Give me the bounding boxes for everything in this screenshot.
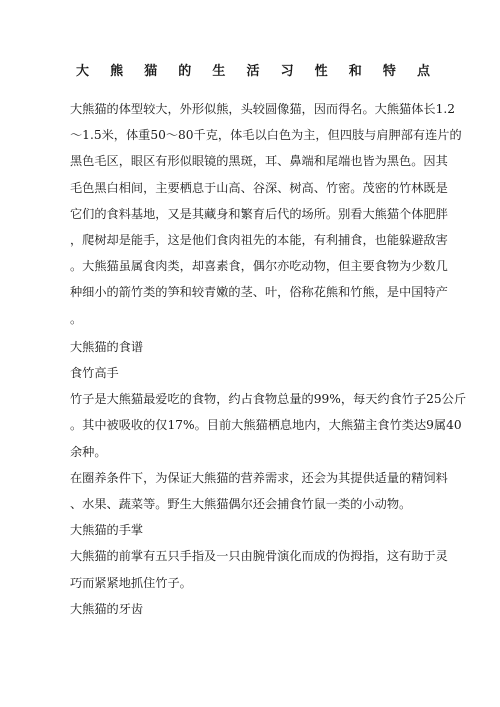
paragraph-bamboo [70, 386, 467, 465]
title-char: 活 [246, 64, 260, 79]
text-line: 毛色黑白相间，主要栖息于山高、谷深、树高、竹密。茂密的竹林既是 [70, 180, 448, 195]
title-char: 习 [280, 64, 294, 79]
text-line: 在圈养条件下，为保证大熊猫的营养需求，还会为其提供适量的精饲料 [70, 470, 448, 485]
text-line: 巧而紧紧地抓住竹子。 [70, 575, 192, 590]
text-line: 它们的食料基地，又是其藏身和繁育后代的场所。别看大熊猫个体肥胖 [70, 206, 448, 221]
text-line: ，爬树却是能手，这是他们食肉祖先的本能，有利捕食，也能躲避敌害 [70, 233, 448, 248]
paragraph-palm [70, 543, 448, 595]
heading-bamboo: 食竹高手 [70, 366, 119, 381]
heading-food: 大熊猫的食谱 [70, 339, 144, 354]
paragraph-captivity [70, 465, 448, 517]
title-char: 生 [212, 64, 226, 79]
text-line: 。 [70, 311, 83, 326]
text-line: 黑色毛区，眼区有形似眼镜的黑斑，耳、鼻端和尾端也皆为黑色。因其 [70, 154, 448, 169]
text-line: 大熊猫的前掌有五只手指及一只由腕骨演化而成的伪拇指，这有助于灵 [70, 549, 448, 564]
title-char: 和 [348, 64, 362, 79]
title-char: 猫 [144, 64, 158, 79]
text-line: 、水果、蔬菜等。野生大熊猫偶尔还会捕食竹鼠一类的小动物。 [70, 497, 412, 512]
text-line: 大熊猫的体型较大，外形似熊，头较圆像猫，因而得名。大熊猫体长1.2 [70, 102, 456, 116]
title-char: 大 [76, 64, 90, 79]
heading-teeth: 大熊猫的牙齿 [70, 601, 144, 616]
text-line: 种细小的箭竹类的笋和较青嫩的茎、叶，俗称花熊和竹熊，是中国特产 [70, 285, 448, 300]
document-title [76, 62, 430, 82]
paragraph-appearance [70, 96, 462, 332]
title-char: 特 [382, 64, 396, 79]
title-char: 性 [314, 64, 328, 79]
text-line: 竹子是大熊猫最爱吃的食物，约占食物总量的99%，每天约食竹子25公斤 [70, 392, 467, 407]
document-page [70, 62, 467, 622]
text-line: 。其中被吸收的仅17%。目前大熊猫栖息地内，大熊猫主食竹类达9属40 [70, 418, 462, 433]
title-char: 的 [178, 64, 192, 79]
text-line: 。大熊猫虽属食肉类，却喜素食，偶尔亦吃动物，但主要食物为少数几 [70, 259, 448, 274]
heading-palm: 大熊猫的手掌 [70, 523, 144, 538]
text-line: ～1.5米，体重50～80千克，体毛以白色为主，但四肢与肩胛部有连片的 [70, 128, 462, 143]
title-char: 点 [416, 64, 430, 79]
title-char: 熊 [110, 64, 124, 79]
text-line: 余种。 [70, 444, 107, 459]
